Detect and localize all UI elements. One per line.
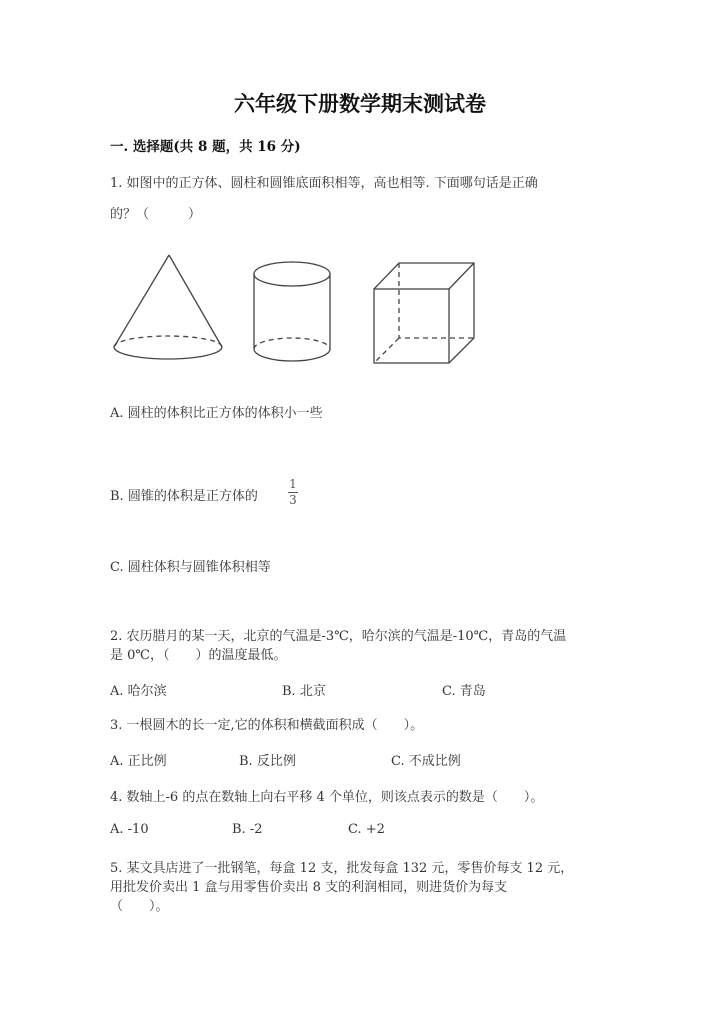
question-4-line-1: 4. 数轴上-6 的点在数轴上向右平移 4 个单位，则该点表示的数是（ ）。 (110, 790, 544, 805)
question-2-option-a[interactable]: A. 哈尔滨 (110, 684, 167, 699)
question-5-line-1: 5. 某文具店进了一批钢笔，每盒 12 支，批发每盒 132 元，零售价每支 12 元， (110, 861, 574, 876)
question-1-line-1: 1. 如图中的正方体、圆柱和圆锥底面积相等，高也相等. 下面哪句话是正确 (110, 176, 538, 191)
fraction-numerator: 1 (289, 477, 297, 491)
question-4-option-c[interactable]: C. +2 (348, 822, 385, 837)
question-5-line-3: （ ）。 (110, 899, 169, 914)
question-1-option-a[interactable]: A. 圆柱的体积比正方体的体积小一些 (110, 406, 323, 421)
question-4-option-b[interactable]: B. -2 (232, 822, 263, 837)
question-3-line-1: 3. 一根圆木的长一定,它的体积和横截面积成（ ）。 (110, 718, 424, 733)
question-2-line-2: 是 0℃，（ ）的温度最低。 (110, 648, 287, 663)
section-heading: 一. 选择题(共 8 题，共 16 分) (110, 139, 301, 155)
question-2-line-1: 2. 农历腊月的某一天，北京的气温是-3℃，哈尔滨的气温是-10℃，青岛的气温 (110, 629, 567, 644)
cone-icon (114, 255, 222, 359)
question-5-line-2: 用批发价卖出 1 盒与用零售价卖出 8 支的利润相同，则进货价为每支 (110, 880, 508, 895)
question-4-option-a[interactable]: A. -10 (110, 822, 149, 837)
fraction-denominator: 3 (289, 493, 297, 507)
cube-icon (374, 263, 474, 363)
question-2-option-c[interactable]: C. 青岛 (442, 684, 486, 699)
page-title: 六年级下册数学期末测试卷 (234, 91, 486, 116)
question-3-option-b[interactable]: B. 反比例 (239, 754, 296, 769)
question-1-option-b[interactable]: B. 圆锥的体积是正方体的 (110, 489, 258, 504)
fraction-one-third (288, 478, 298, 507)
cylinder-icon (254, 262, 330, 361)
geometry-figures (0, 0, 720, 400)
question-1-option-c[interactable]: C. 圆柱体积与圆锥体积相等 (110, 560, 271, 575)
question-3-option-c[interactable]: C. 不成比例 (391, 754, 461, 769)
question-1-line-2: 的？（ ） (110, 207, 202, 222)
question-3-option-a[interactable]: A. 正比例 (110, 754, 167, 769)
question-2-option-b[interactable]: B. 北京 (282, 684, 326, 699)
